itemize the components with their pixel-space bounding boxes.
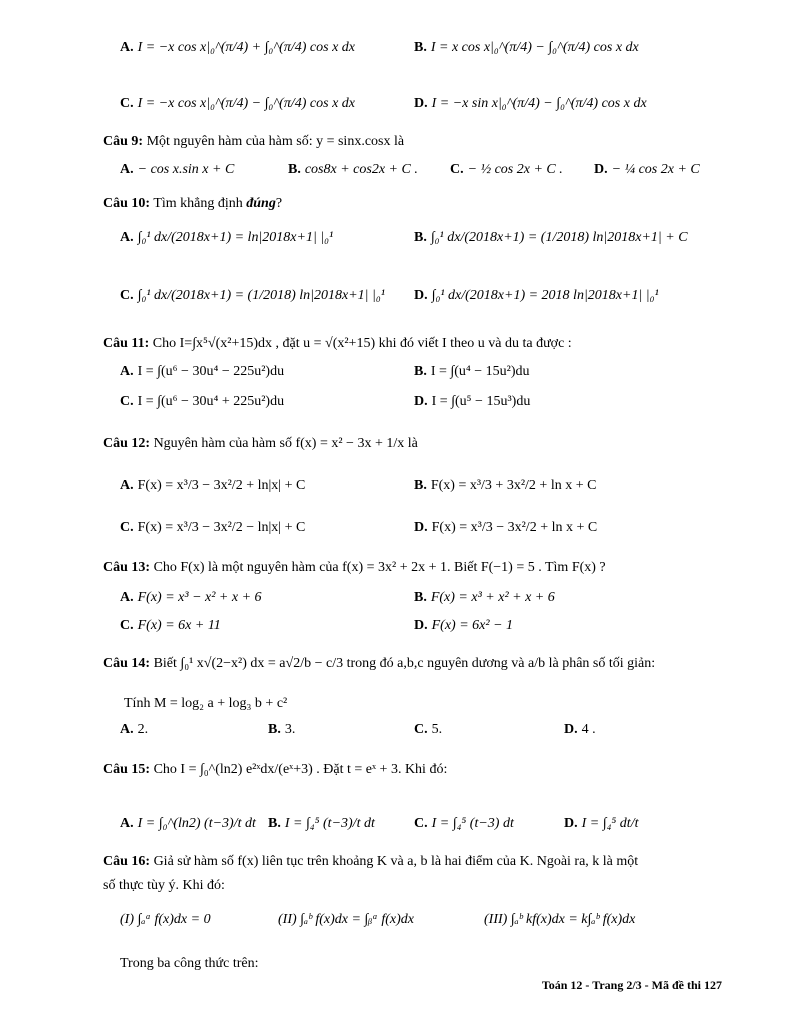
q16-formula-iii: (III) ∫ₐᵇ kf(x)dx = k∫ₐᵇ f(x)dx [484,912,636,927]
q9-option-b[interactable]: B. cos8x + cos2x + C . [288,162,418,177]
q15-option-b[interactable]: B. I = ∫₄⁵ (t−3)/t dt [268,816,375,831]
q12-option-a[interactable]: A. F(x) = x³/3 − 3x²/2 + ln|x| + C [120,478,306,493]
q14-option-b[interactable]: B. 3. [268,722,296,737]
q16-formula-ii: (II) ∫ₐᵇ f(x)dx = ∫ᵦᵃ f(x)dx [278,912,414,927]
q11-option-c[interactable]: C. I = ∫(u⁶ − 30u⁴ + 225u²)du [120,394,285,409]
q8-option-a[interactable]: A. I = −x cos x|₀^(π/4) + ∫₀^(π/4) cos x dx [120,40,355,55]
q13-option-b[interactable]: B. F(x) = x³ + x² + x + 6 [414,590,555,605]
q11-option-a[interactable]: A. I = ∫(u⁶ − 30u⁴ − 225u²)du [120,364,285,379]
q12-option-c[interactable]: C. F(x) = x³/3 − 3x²/2 − ln|x| + C [120,520,306,535]
q16-formula-i: (I) ∫ₐᵃ f(x)dx = 0 [120,912,211,927]
q15-option-a[interactable]: A. I = ∫₀^(ln2) (t−3)/t dt [120,816,256,831]
q15-option-c[interactable]: C. I = ∫₄⁵ (t−3) dt [414,816,514,831]
q13-option-a[interactable]: A. F(x) = x³ − x² + x + 6 [120,590,262,605]
q10-option-b[interactable]: B. ∫₀¹ dx/(2018x+1) = (1/2018) ln|2018x+1| + C [414,230,688,245]
q13-option-c[interactable]: C. F(x) = 6x + 11 [120,618,221,633]
q15-option-d[interactable]: D. I = ∫₄⁵ dt/t [564,816,639,831]
q12-option-b[interactable]: B. F(x) = x³/3 + 3x²/2 + ln x + C [414,478,597,493]
q8-option-b[interactable]: B. I = x cos x|₀^(π/4) − ∫₀^(π/4) cos x dx [414,40,639,55]
q14-option-d[interactable]: D. 4 . [564,722,596,737]
q12-option-d[interactable]: D. F(x) = x³/3 − 3x²/2 + ln x + C [414,520,598,535]
q10-option-d[interactable]: D. ∫₀¹ dx/(2018x+1) = 2018 ln|2018x+1| |₀¹ [414,288,659,303]
q9-option-d[interactable]: D. − ¼ cos 2x + C [594,162,700,177]
q14-option-a[interactable]: A. 2. [120,722,149,737]
q8-option-c[interactable]: C. I = −x cos x|₀^(π/4) − ∫₀^(π/4) cos x dx [120,96,355,111]
q11-option-b[interactable]: B. I = ∫(u⁴ − 15u²)du [414,364,530,379]
q10-option-c[interactable]: C. ∫₀¹ dx/(2018x+1) = (1/2018) ln|2018x+1| |₀¹ [120,288,385,303]
q14-option-c[interactable]: C. 5. [414,722,443,737]
q8-option-d[interactable]: D. I = −x sin x|₀^(π/4) − ∫₀^(π/4) cos x dx [414,96,647,111]
exam-page: A. I = −x cos x|₀^(π/4) + ∫₀^(π/4) cos x dx B. I = x cos x|₀^(π/4) − ∫₀^(π/4) cos x dx C. I = −x cos x|₀^(π/4) − ∫₀^(π/4) cos x dx D. I = −x sin x|₀^(π/4) − ∫₀^(π/4) cos x dx Câu 9: Một nguyên hàm của hàm số: y = sinx.cosx là A. − cos x.sin x + C B. cos8x + cos2x + C . C. − ½ cos 2x + C . D. − ¼ cos 2x + C Câu 10: Tìm khẳng định đúng? A. ∫₀¹ dx/(2018x+1) = ln|2018x+1| |₀¹ B. ∫₀¹ dx/(2018x+1) = (1/2018) ln|2018x+1| + C C. ∫₀¹ dx/(2018x+1) = (1/2018) ln|2018x+1| |₀¹ D. ∫₀¹ dx/(2018x+1) = 2018 ln|2018x+1| |₀¹ Câu 11: Cho I=∫x⁵√(x²+15)dx , đặt u = √(x²+15) khi đó viết I theo u và du ta được : A. I = ∫(u⁶ − 30u⁴ − 225u²)du B. I = ∫(u⁴ − 15u²)du C. I = ∫(u⁶ − 30u⁴ + 225u²)du D. I = ∫(u⁵ − 15u³)du Câu 12: Nguyên hàm của hàm số f(x) = x² − 3x + 1/x là A. F(x) = x³/3 − 3x²/2 + ln|x| + C B. F(x) = x³/3 + 3x²/2 + ln x + C C. F(x) = x³/3 − 3x²/2 − ln|x| + C D. F(x) = x³/3 − 3x²/2 + ln x + C Câu 13: Cho F(x) là một nguyên hàm của f(x) = 3x² + 2x + 1. Biết F(−1) = 5 . Tìm F(x) ? A. F(x) = x³ − x² + x + 6 B. F(x) = x³ + x² + x + 6 C. F(x) = 6x + 11 D. F(x) = 6x² − 1 Câu 14: Biết ∫₀¹ x√(2−x²) dx = a√2/b − c/3 trong đó a,b,c nguyên dương và a/b là phân số tối giản: Tính M = log₂ a + log₃ b + c² A. 2. B. 3. C. 5. D. 4 . Câu 15: Cho I = ∫₀^(ln2) e²ˣdx/(eˣ+3) . Đặt t = eˣ + 3. Khi đó: A. I = ∫₀^(ln2) (t−3)/t dt B. I = ∫₄⁵ (t−3)/t dt C. I = ∫₄⁵ (t−3) dt D. I = ∫₄⁵ dt/t Câu 16: Giả sử hàm số f(x) liên tục trên khoảng K và a, b là hai điểm của K. Ngoài ra, k là một số thực tùy ý. Khi đó: (I) ∫ₐᵃ f(x)dx = 0 (II) ∫ₐᵇ f(x)dx = ∫ᵦᵃ f(x)dx (III) ∫ₐᵇ kf(x)dx = k∫ₐᵇ f(x)dx Trong ba công thức trên: Toán 12 - Trang 2/3 - Mã đề thi 127 [103,40,722,992]
q10-option-a[interactable]: A. ∫₀¹ dx/(2018x+1) = ln|2018x+1| |₀¹ [120,230,334,245]
q13-option-d[interactable]: D. F(x) = 6x² − 1 [414,618,514,633]
page-footer: Toán 12 - Trang 2/3 - Mã đề thi 127 [541,978,722,992]
q9-option-c[interactable]: C. − ½ cos 2x + C . [450,162,563,177]
q9-option-a[interactable]: A. − cos x.sin x + C [120,162,235,177]
q11-option-d[interactable]: D. I = ∫(u⁵ − 15u³)du [414,394,531,409]
